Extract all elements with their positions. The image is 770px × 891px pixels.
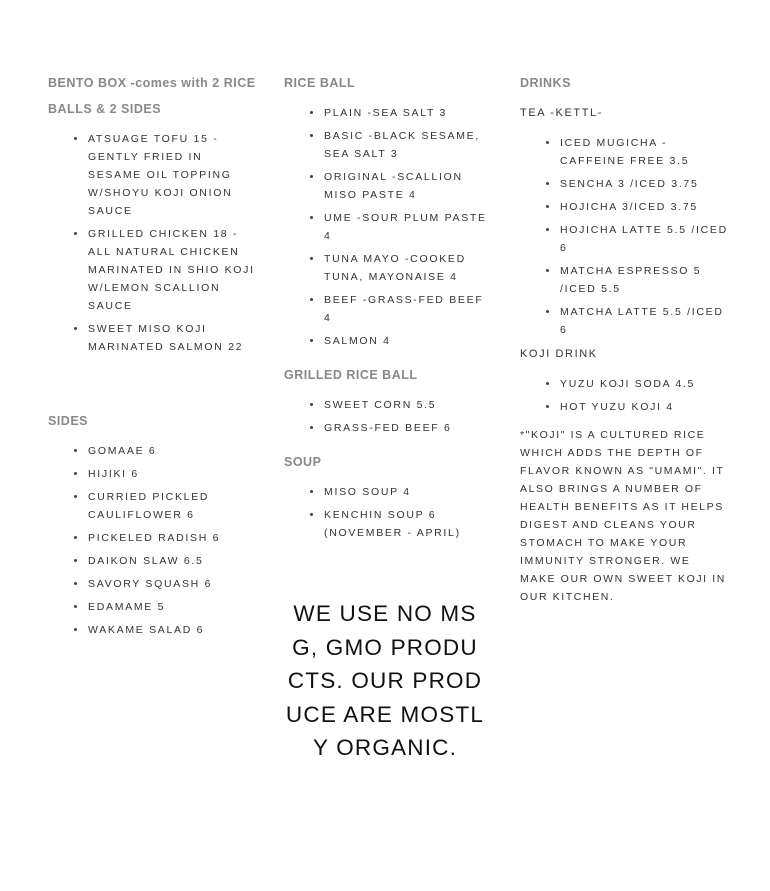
list-item: MATCHA LATTE 5.5 /ICED 6 [520,303,730,339]
list-item: SENCHA 3 /ICED 3.75 [520,175,730,193]
list-item: SWEET CORN 5.5 [284,396,494,414]
list-item: GRILLED CHICKEN 18 - ALL NATURAL CHICKEN MARINATED IN SHIO KOJI W/LEMON SCALLION SAUCE [48,225,258,315]
list-item: HOJICHA 3/ICED 3.75 [520,198,730,216]
koji-note: *"KOJI" IS A CULTURED RICE WHICH ADDS THE DEPTH OF FLAVOR KNOWN AS "UMAMI". IT ALSO BRINGS A NUMBER OF HEALTH BENEFITS AS IT HELPS DIGEST AND CLEANS YOUR STOMACH TO MAKE YOUR IMMUNITY STRONGER. WE MAKE OUR OWN SWEET KOJI IN OUR KITCHEN. [520,429,726,603]
list-item: GRASS-FED BEEF 6 [284,419,494,437]
koji-drink-list [520,375,730,416]
list-item: HIJIKI 6 [48,465,258,483]
list-item: HOJICHA LATTE 5.5 /ICED 6 [520,221,730,257]
list-item: MISO SOUP 4 [284,483,494,501]
soup-title: SOUP [284,455,322,469]
list-item: PICKELED RADISH 6 [48,529,258,547]
no-msg-statement: WE USE NO MSG, GMO PRODUCTS. OUR PRODUCE ARE MOSTLY ORGANIC. [285,601,485,760]
rice-ball-list [284,104,494,350]
list-item: SWEET MISO KOJI MARINATED SALMON 22 [48,320,258,356]
drinks-column [520,70,730,606]
list-item: YUZU KOJI SODA 4.5 [520,375,730,393]
list-item: HOT YUZU KOJI 4 [520,398,730,416]
drinks-title: DRINKS [520,76,571,90]
list-item: ICED MUGICHA -CAFFEINE FREE 3.5 [520,134,730,170]
tea-list [520,134,730,339]
rice-ball-column [284,70,494,547]
bento-list [48,130,258,356]
list-item: SAVORY SQUASH 6 [48,575,258,593]
list-item: CURRIED PICKLED CAULIFLOWER 6 [48,488,258,524]
list-item: BEEF -GRASS-FED BEEF 4 [284,291,494,327]
list-item: MATCHA ESPRESSO 5 /ICED 5.5 [520,262,730,298]
list-item: ORIGINAL -SCALLION MISO PASTE 4 [284,168,494,204]
list-item: KENCHIN SOUP 6 (NOVEMBER - APRIL) [284,506,494,542]
list-item: PLAIN -SEA SALT 3 [284,104,494,122]
soup-list [284,483,494,542]
list-item: BASIC -BLACK SESAME, SEA SALT 3 [284,127,494,163]
rice-ball-title: RICE BALL [284,76,356,90]
tea-subtitle: TEA -KETTL- [520,107,603,119]
grilled-rice-ball-title: GRILLED RICE BALL [284,368,418,382]
bento-title: BENTO BOX -comes with 2 RICE BALLS & 2 SIDES [48,76,256,116]
list-item: SALMON 4 [284,332,494,350]
list-item: UME -SOUR PLUM PASTE 4 [284,209,494,245]
sides-list [48,442,258,639]
list-item: ATSUAGE TOFU 15 - GENTLY FRIED IN SESAME OIL TOPPING W/SHOYU KOJI ONION SAUCE [48,130,258,220]
bento-column [48,70,258,644]
grilled-rice-ball-list [284,396,494,437]
sides-title: SIDES [48,414,89,428]
list-item: TUNA MAYO -COOKED TUNA, MAYONAISE 4 [284,250,494,286]
list-item: EDAMAME 5 [48,598,258,616]
list-item: GOMAAE 6 [48,442,258,460]
list-item: DAIKON SLAW 6.5 [48,552,258,570]
koji-drink-subtitle: KOJI DRINK [520,348,598,360]
list-item: WAKAME SALAD 6 [48,621,258,639]
